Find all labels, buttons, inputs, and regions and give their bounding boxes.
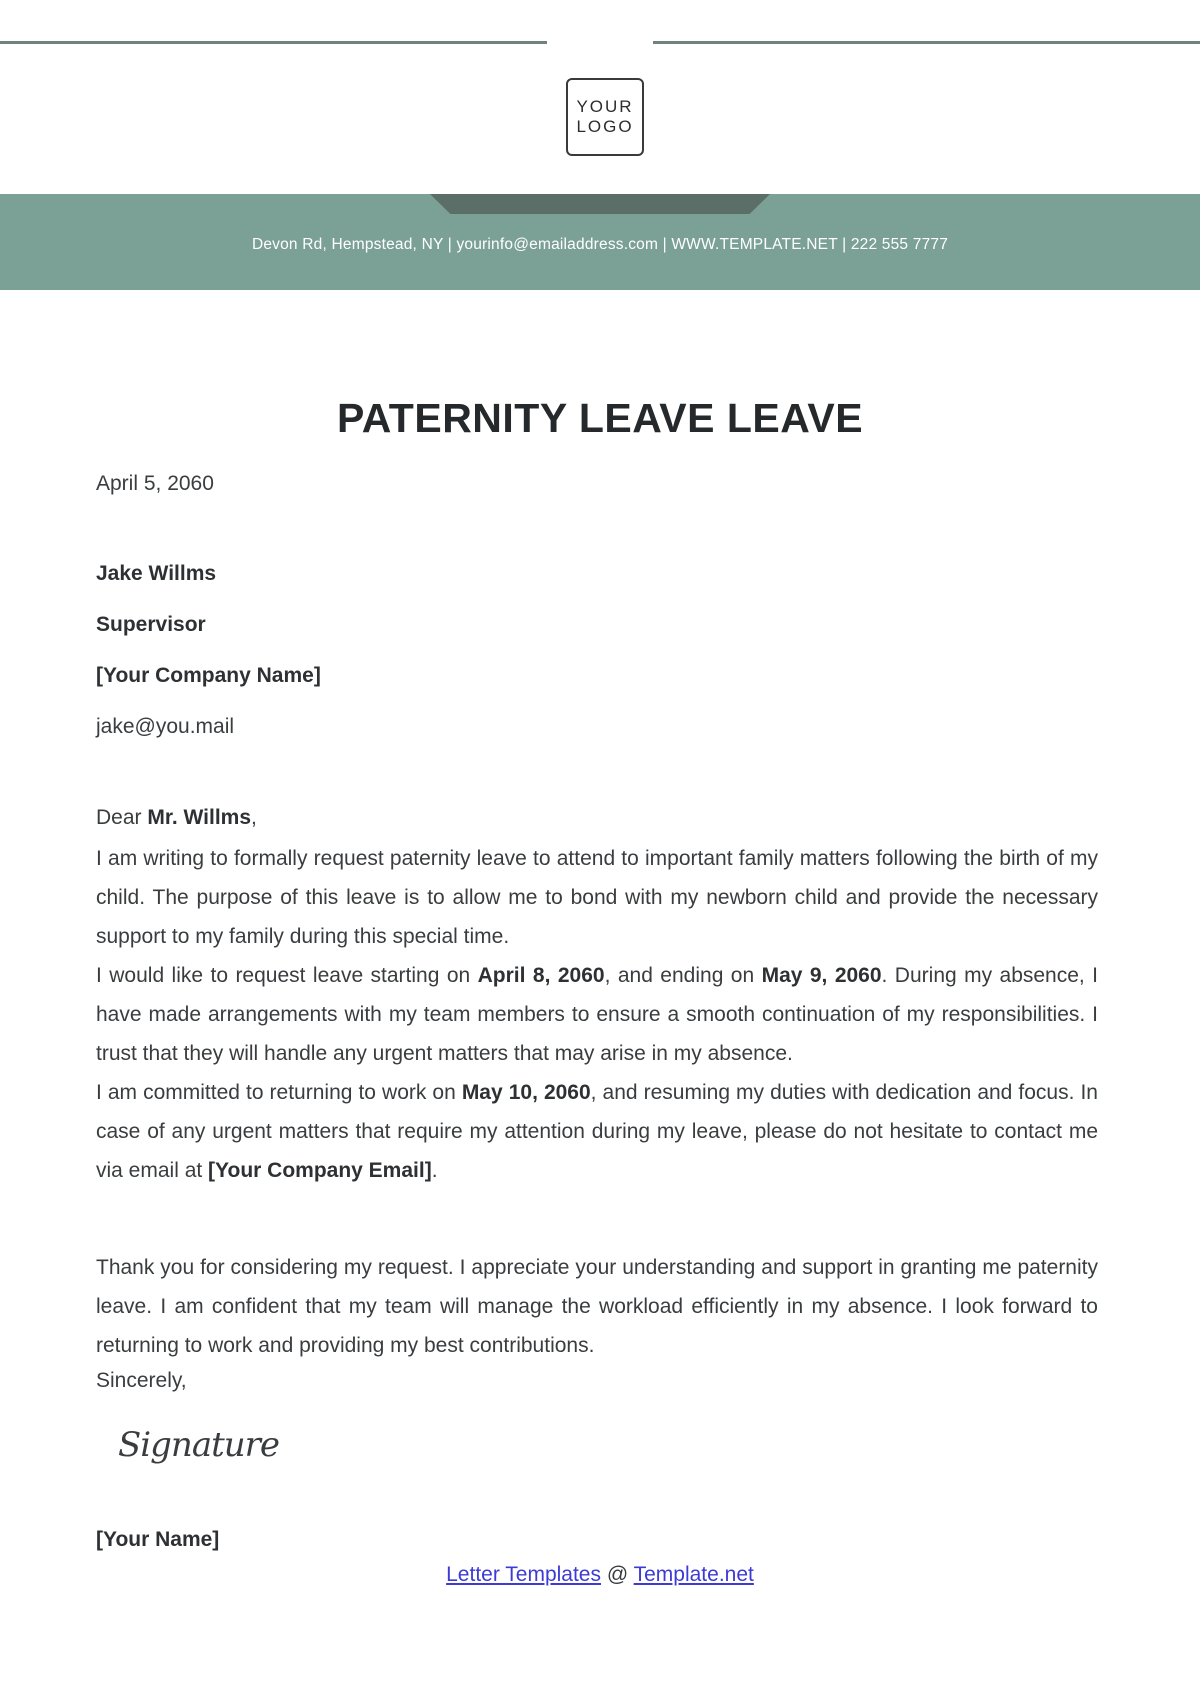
footer-credit: [0, 1563, 1200, 1587]
salutation-name: Mr. Willms: [147, 806, 252, 829]
recipient-name: Jake Willms: [96, 562, 217, 585]
contact-info: Devon Rd, Hempstead, NY | yourinfo@emailaddress.com | WWW.TEMPLATE.NET | 222 555 7777: [251, 236, 949, 253]
paragraph-return: [96, 1073, 1098, 1190]
paragraph-request: I am writing to formally request paternity leave to attend to important family matters following the birth of my child. The purpose of this leave is to allow me to bond with my newborn child and provide the necessary support to my family during this special time.: [96, 847, 1098, 948]
company-email-placeholder: [Your Company Email]: [208, 1159, 432, 1182]
contact-band-tab: [430, 194, 770, 214]
recipient-email: jake@you.mail: [96, 715, 235, 738]
letter-templates-link[interactable]: Letter Templates: [446, 1563, 601, 1586]
salutation: [96, 805, 257, 831]
paragraph-return-text-1: I am committed to returning to work on: [96, 1081, 462, 1104]
paragraph-dates-text-3: . During my absence, I have made arrangements with my team members to ensure a smooth continuation of my responsibilities. I trust that they will handle any urgent matters that may arise in my absence.: [96, 964, 1099, 1065]
paragraph-dates-text-1: I would like to request leave starting on: [96, 964, 478, 987]
return-date: May 10, 2060: [461, 1081, 591, 1104]
salutation-suffix: ,: [251, 806, 257, 829]
logo-text: YOUR LOGO: [576, 97, 634, 136]
signature: Signature: [118, 1425, 280, 1465]
logo-placeholder: [566, 78, 644, 156]
paragraph-dates-text-2: , and ending on: [604, 964, 762, 987]
leave-end-date: May 9, 2060: [761, 964, 882, 987]
paragraph-dates: [96, 956, 1098, 1073]
salutation-prefix: Dear: [96, 806, 148, 829]
paragraph-return-text-2: , and resuming my duties with dedication and focus. In case of any urgent matters that require my attention during my leave, please do not hesitate to contact me via email at: [96, 1081, 1098, 1182]
header-rule-left: [0, 41, 547, 44]
recipient-position: Supervisor: [96, 613, 206, 636]
letter-title: PATERNITY LEAVE LEAVE: [336, 395, 864, 441]
footer-separator: @: [601, 1563, 634, 1586]
leave-start-date: April 8, 2060: [477, 964, 605, 987]
sender-name: [Your Name]: [96, 1528, 220, 1551]
paragraph-return-text-3: .: [431, 1159, 438, 1182]
header-rule-right: [653, 41, 1200, 44]
paragraph-thanks: Thank you for considering my request. I appreciate your understanding and support in granting me paternity leave. I am confident that my team will manage the workload efficiently in my absence. I look forward to returning to work and providing my best contributions.: [96, 1256, 1098, 1357]
recipient-company: [Your Company Name]: [96, 664, 321, 687]
template-net-link[interactable]: Template.net: [633, 1563, 754, 1586]
closing: Sincerely,: [96, 1369, 187, 1392]
letter-date: April 5, 2060: [96, 472, 214, 495]
